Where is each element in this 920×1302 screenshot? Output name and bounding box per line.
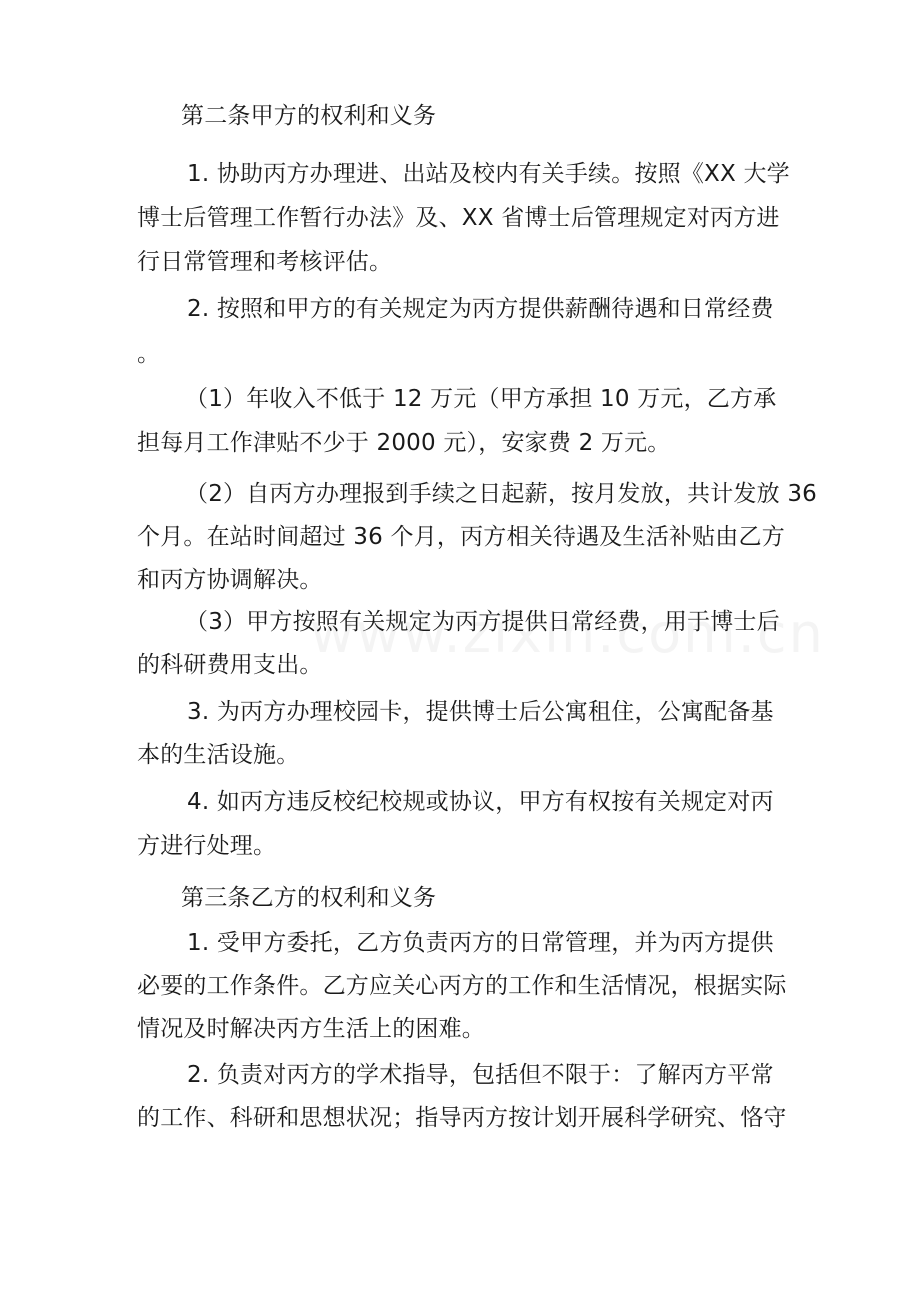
paragraph-line: 2. 按照和甲方的有关规定为丙方提供薪酬待遇和日常经费 bbox=[187, 296, 774, 322]
paragraph-line: 个月。在站时间超过 36 个月，丙方相关待遇及生活补贴由乙方 bbox=[137, 524, 785, 550]
paragraph-line: 博士后管理工作暂行办法》及、XX 省博士后管理规定对丙方进 bbox=[137, 205, 780, 231]
paragraph-line: 和丙方协调解决。 bbox=[137, 567, 323, 593]
paragraph-line: （1）年收入不低于 12 万元（甲方承担 10 万元，乙方承 bbox=[185, 386, 777, 412]
paragraph-line: 情况及时解决丙方生活上的困难。 bbox=[137, 1016, 485, 1042]
paragraph-line: 1. 受甲方委托，乙方负责丙方的日常管理，并为丙方提供 bbox=[187, 930, 774, 956]
paragraph-line: 3. 为丙方办理校园卡，提供博士后公寓租住，公寓配备基 bbox=[187, 699, 774, 725]
section-heading-article-2: 第二条甲方的权利和义务 bbox=[181, 103, 437, 129]
paragraph-line: 担每月工作津贴不少于 2000 元），安家费 2 万元。 bbox=[137, 430, 671, 456]
paragraph-line: 本的生活设施。 bbox=[137, 742, 300, 768]
paragraph-line: 方进行处理。 bbox=[137, 833, 277, 859]
section-heading-article-3: 第三条乙方的权利和义务 bbox=[181, 885, 437, 911]
paragraph-line: 的科研费用支出。 bbox=[137, 652, 323, 678]
paragraph-line: （2）自丙方办理报到手续之日起薪，按月发放，共计发放 36 bbox=[185, 481, 818, 507]
paragraph-line: 的工作、科研和思想状况；指导丙方按计划开展科学研究、恪守 bbox=[137, 1105, 787, 1131]
paragraph-line: 必要的工作条件。乙方应关心丙方的工作和生活情况，根据实际 bbox=[137, 973, 787, 999]
paragraph-line: 2. 负责对丙方的学术指导，包括但不限于：了解丙方平常 bbox=[187, 1062, 774, 1088]
paragraph-line: 。 bbox=[137, 341, 161, 367]
paragraph-line: 4. 如丙方违反校纪校规或协议，甲方有权按有关规定对丙 bbox=[187, 789, 774, 815]
paragraph-line: 1. 协助丙方办理进、出站及校内有关手续。按照《XX 大学 bbox=[187, 161, 790, 187]
paragraph-line: 行日常管理和考核评估。 bbox=[137, 249, 393, 275]
paragraph-line: （3）甲方按照有关规定为丙方提供日常经费，用于博士后 bbox=[185, 609, 780, 635]
